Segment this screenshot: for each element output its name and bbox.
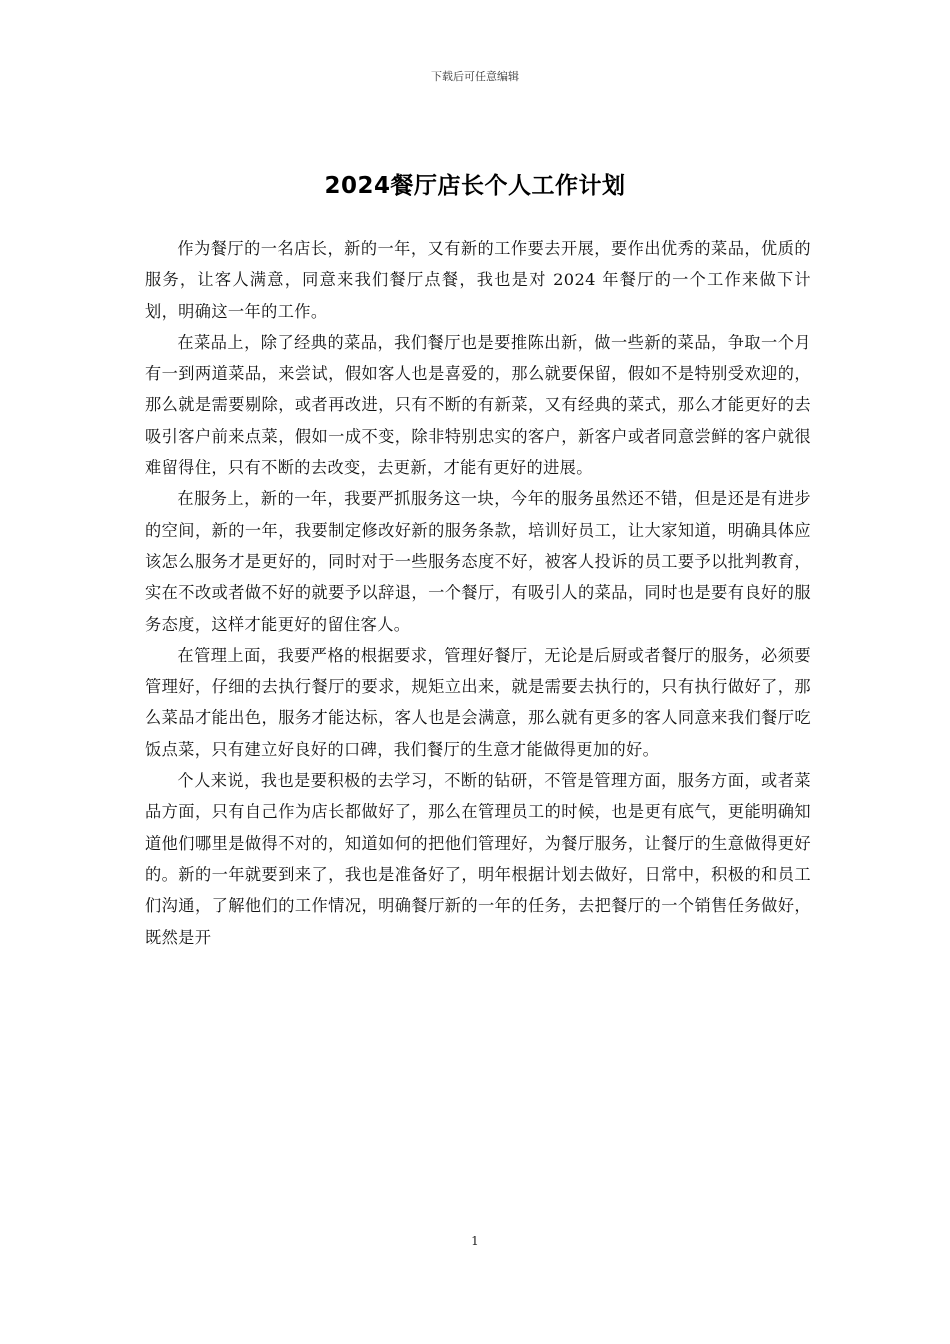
- paragraph-dishes: 在菜品上，除了经典的菜品，我们餐厅也是要推陈出新，做一些新的菜品，争取一个月有一到两道菜品，来尝试，假如客人也是喜爱的，那么就要保留，假如不是特别受欢迎的，那么就是需要剔除，或者再改进，只有不断的有新菜，又有经典的菜式，那么才能更好的去吸引客户前来点菜，假如一成不变，除非特别忠实的客户，新客户或者同意尝鲜的客户就很难留得住，只有不断的去改变，去更新，才能有更好的进展。: [145, 332, 811, 478]
- paragraph-service: 在服务上，新的一年，我要严抓服务这一块，今年的服务虽然还不错，但是还是有进步的空间，新的一年，我要制定修改好新的服务条款，培训好员工，让大家知道，明确具体应该怎么服务才是更好的，同时对于一些服务态度不好，被客人投诉的员工要予以批判教育，实在不改或者做不好的就要予以辞退，一个餐厅，有吸引人的菜品，同时也是要有良好的服务态度，这样才能更好的留住客人。: [145, 489, 811, 634]
- paragraph-management: 在管理上面，我要严格的根据要求，管理好餐厅，无论是后厨或者餐厅的服务，必须要管理好，仔细的去执行餐厅的要求，规矩立出来，就是需要去执行的，只有执行做好了，那么菜品才能出色，服务才能达标，客人也是会满意，那么就有更多的客人同意来我们餐厅吃饭点菜，只有建立好良好的口碑，我们餐厅的生意才能做得更加的好。: [145, 645, 811, 759]
- paragraph-intro: 作为餐厅的一名店长，新的一年，又有新的工作要去开展，要作出优秀的菜品，优质的服务，让客人满意，同意来我们餐厅点餐，我也是对 2024 年餐厅的一个工作来做下计划，明确这一年的工作。: [145, 239, 811, 321]
- document-title: 2024餐厅店长个人工作计划: [324, 173, 626, 200]
- document-body: [145, 233, 811, 953]
- page-number: 1: [471, 1234, 479, 1248]
- header-note: 下载后可任意编辑: [431, 70, 519, 83]
- paragraph-personal: 个人来说，我也是要积极的去学习，不断的钻研，不管是管理方面，服务方面，或者菜品方面，只有自己作为店长都做好了，那么在管理员工的时候，也是更有底气，更能明确知道他们哪里是做得不对的，知道如何的把他们管理好，为餐厅服务，让餐厅的生意做得更好的。新的一年就要到来了，我也是准备好了，明年根据计划去做好，日常中，积极的和员工们沟通，了解他们的工作情况，明确餐厅新的一年的任务，去把餐厅的一个销售任务做好，既然是开: [145, 771, 811, 947]
